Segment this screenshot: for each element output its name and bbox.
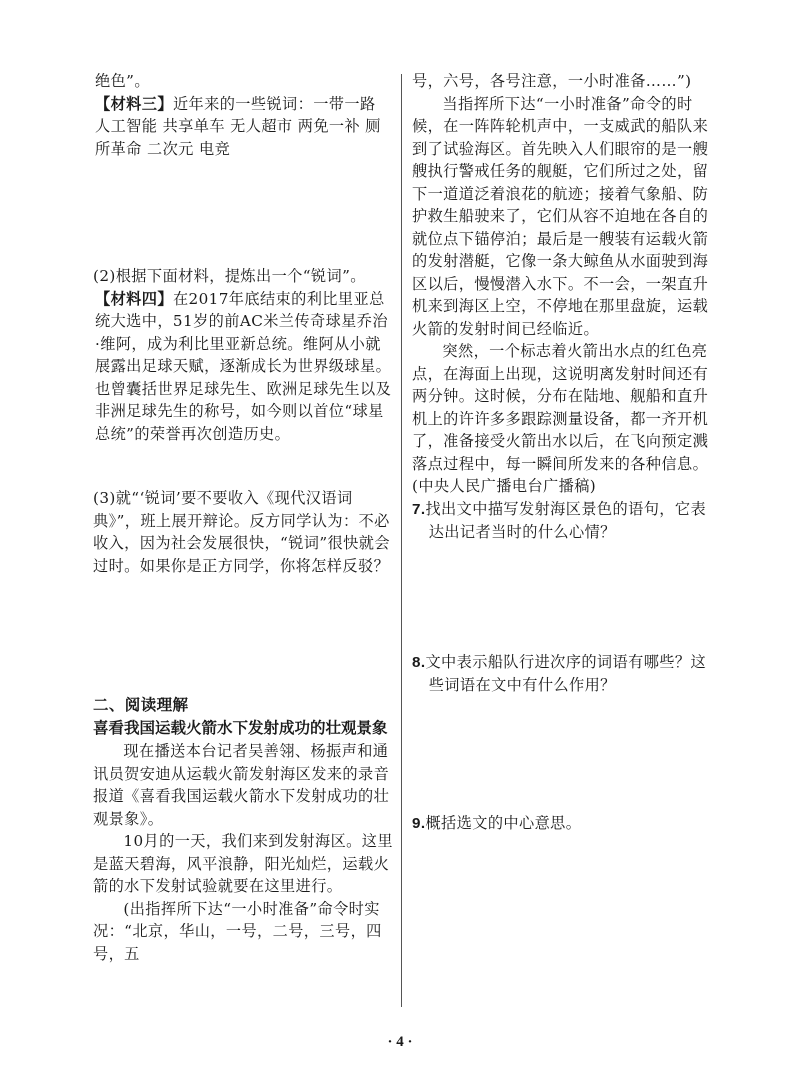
question-9 [412,812,718,836]
right-column [412,70,718,835]
material-3-text: 近年来的一些锐词：一带一路 人工智能 共享单车 无人超市 两免一补 厕所革命 二次元 电竞 [95,94,381,158]
material-4-text: 在2017年底结束的利比里亚总统大选中，51岁的前AC米兰传奇球星乔治·维阿，成为利比里亚新总统。维阿从小就展露出足球天赋，逐渐成长为世界级球星。 [95,289,392,375]
section-title: 二、阅读理解 [93,697,189,714]
material-4 [93,288,393,378]
article-title: 喜看我国运载火箭水下发射成功的壮观景象 [93,719,388,737]
article-para-2: 10月的一天，我们来到发射海区。这里是蓝天碧海，风平浪静，阳光灿烂，运载火箭的水下发射试验就要在这里进行。 [93,832,393,895]
question-8-text: 文中表示船队行进次序的词语有哪些？这些词语在文中有什么作用？ [425,652,707,694]
article-para-4: 当指挥所下达“一小时准备”命令的时候，在一阵阵轮机声中，一支威武的船队来到了试验海区。首先映入人们眼帘的是一艘艘执行警戒任务的舰艇，它们所过之处，留下一道道泛着浪花的航迹；接着气象船、防护救生船驶来了，它们从容不迫地在各自的就位点下锚停泊；最后是一艘装有运载火箭的发射潜艇，它像一条大鲸鱼从水面驶到海区以后，慢慢潜入水下。不一会，一架直升机来到海区上空，不停地在那里盘旋，运载火箭的发射时间已经临近。 [412,94,709,338]
answer-space-3[interactable] [93,577,393,695]
answer-space-7[interactable] [412,544,718,651]
material-3-label: 【材料三】 [95,94,173,113]
intro-tail: 绝色”。 [95,72,150,90]
question-7 [412,498,718,544]
question-9-number: 9. [412,814,426,832]
question-3: (3)就“‘锐词’要不要收入《现代汉语词典》”，班上展开辩论。反方同学认为：不必收入，因为社会发展很快，“锐词”很快就会过时。如果你是正方同学，你将怎样反驳？ [93,489,390,575]
material-4-text-2: 也曾囊括世界足球先生、欧洲足球先生以及非洲足球先生的称号，如今则以首位“球星总统”的荣誉再次创造历史。 [95,379,392,443]
answer-space-8[interactable] [412,697,718,812]
column-divider [401,74,402,1007]
question-7-text: 找出文中描写发射海区景色的语句，它表达出记者当时的什么心情？ [425,499,707,541]
article-para-5: 突然，一个标志着火箭出水点的红色亮点，在海面上出现，这说明离发射时间还有两分钟。这时候，分布在陆地、舰船和直升机上的许许多多跟踪测量设备，都一齐开机了，准备接受火箭出水以后，在飞向预定溅落点过程中，每一瞬间所发来的各种信息。(中央人民广播电台广播稿) [412,342,709,495]
question-2: (2)根据下面材料，提炼出一个“锐词”。 [93,267,366,285]
question-9-text: 概括选文的中心意思。 [425,813,582,832]
material-4-label: 【材料四】 [95,289,173,308]
left-column [93,70,393,965]
article-para-3-tail: 号，六号，各号注意，一小时准备……”) [412,72,692,90]
article-para-3: (出指挥所下达“一小时准备”命令时实况：“北京，华山，一号，二号，三号，四号，五 [93,899,382,963]
article-para-1: 现在播送本台记者吴善翎、杨振声和通讯员贺安迪从运载火箭发射海区发来的录音报道《喜看我国运载火箭水下发射成功的壮观景象》。 [93,742,390,828]
question-8-number: 8. [412,653,426,671]
answer-space-1[interactable] [93,160,393,265]
answer-space-2[interactable] [93,445,393,487]
material-3 [93,93,393,161]
page-number: · 4 · [387,1034,413,1050]
question-8 [412,651,718,697]
question-7-number: 7. [412,500,426,518]
